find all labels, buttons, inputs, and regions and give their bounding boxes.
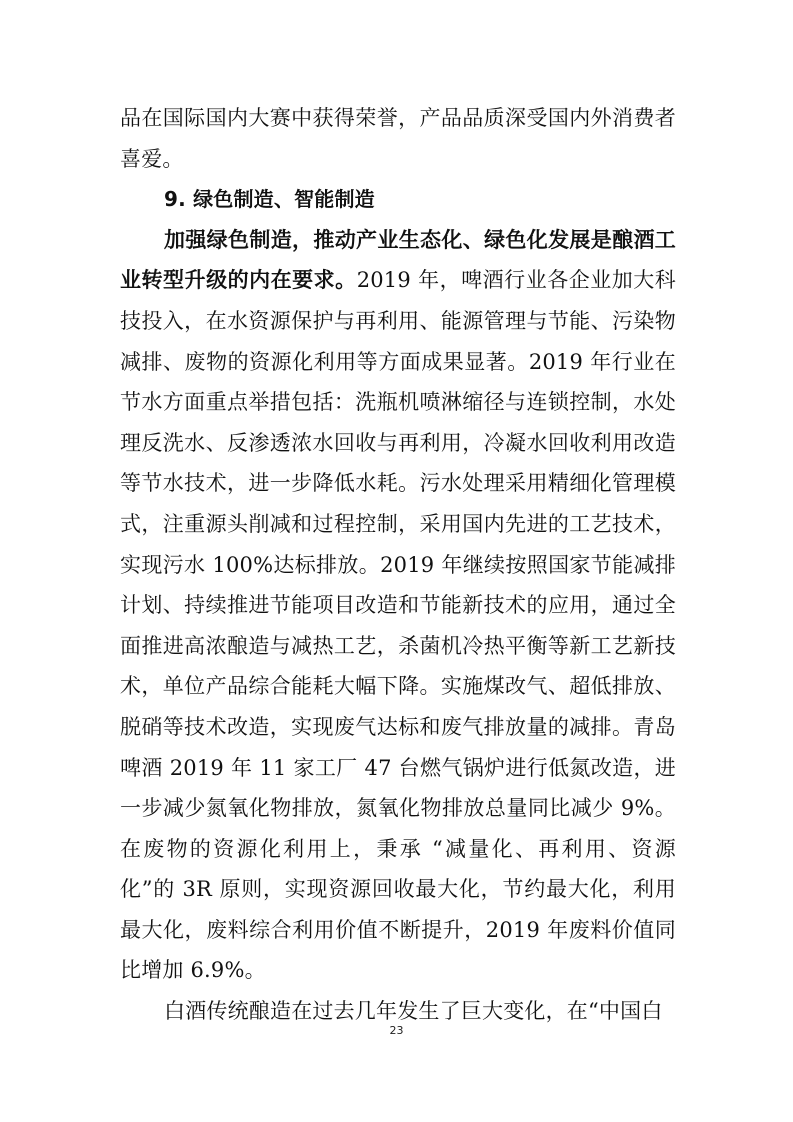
body-text	[120, 98, 676, 1032]
paragraph-carryover: 品在国际国内大赛中获得荣誉，产品品质深受国内外消费者喜爱。	[120, 106, 676, 171]
paragraph-green-body: 2019 年，啤酒行业各企业加大科技投入，在水资源保护与再利用、能源管理与节能、污染物减排、废物的资源化利用等方面成果显著。2019 年行业在节水方面重点举措包括：洗瓶机喷淋缩径与连锁控制，水处理反洗水、反渗透浓水回收与再利用，冷凝水回收利用改造等节水技术，进一步降低水耗。污水处理采用精细化管理模式，注重源头削减和过程控制，采用国内先进的工艺技术，实现污水 100%达标排放。2019 年继续按照国家节能减排计划、持续推进节能项目改造和节能新技术的应用，通过全面推进高浓酿造与减热工艺，杀菌机冷热平衡等新工艺新技术，单位产品综合能耗大幅下降。实施煤改气、超低排放、脱硝等技术改造，实现废气达标和废气排放量的减排。青岛啤酒 2019 年 11 家工厂 47 台燃气锅炉进行低氮改造，进一步减少氮氧化物排放，氮氧化物排放总量同比减少 9%。在废物的资源化利用上，秉承 “减量化、再利用、资源化”的 3R 原则，实现资源回收最大化，节约最大化，利用最大化，废料综合利用价值不断提升，2019 年废料价值同比增加 6.9%。	[120, 268, 676, 983]
paragraph-lead-bold: 加强绿色制造，推动产业生态化、绿色化发展是酿酒工业转型升级的内在要求。	[120, 227, 676, 293]
paragraph-green-manufacturing	[120, 220, 676, 991]
paragraph-baijiu: 白酒传统酿造在过去几年发生了巨大变化，在“中国白	[164, 999, 663, 1024]
section-heading: 9. 绿色制造、智能制造	[164, 187, 375, 212]
page-number: 23	[389, 1024, 404, 1037]
